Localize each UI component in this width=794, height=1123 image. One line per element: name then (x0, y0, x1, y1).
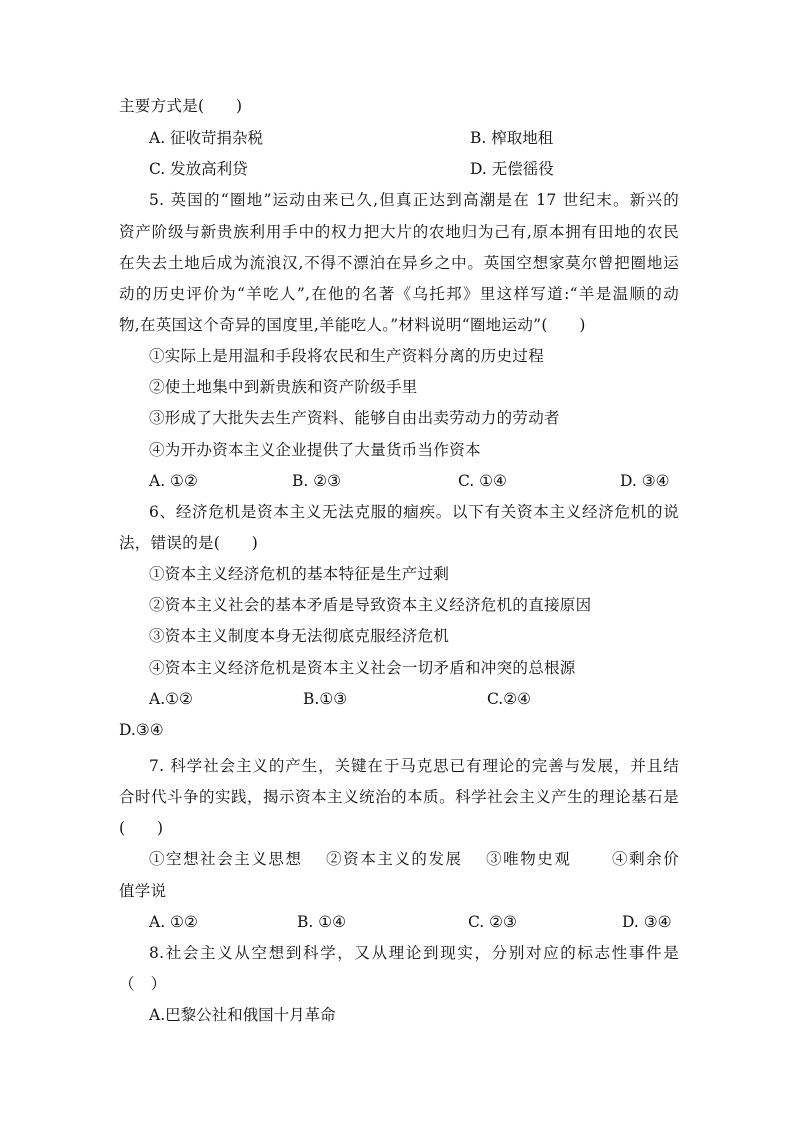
q7-option-a: A. ①② (149, 913, 198, 931)
q4-option-b: B. 榨取地租 (470, 129, 554, 147)
q5-item-1: ①实际上是用温和手段将农民和生产资料分离的历史过程 (149, 347, 545, 365)
q6-item-2: ②资本主义社会的基本矛盾是导致资本主义经济危机的直接原因 (149, 596, 592, 614)
q5-option-d: D. ③④ (620, 472, 670, 490)
q6-option-d: D.③④ (119, 721, 164, 739)
q5-stem-line-5: 物,在英国这个奇异的国度里,羊能吃人。”材料说明“圈地运动”( ) (119, 316, 586, 334)
q6-item-3: ③资本主义制度本身无法彻底克服经济危机 (149, 627, 450, 645)
q4-option-c: C. 发放高利贷 (149, 160, 248, 178)
q8-stem-line-2: （ ） (119, 975, 167, 993)
q7-option-d: D. ③④ (622, 913, 672, 931)
q5-option-c: C. ①④ (458, 472, 507, 490)
q7-stem-line-3: ( ) (119, 819, 164, 837)
q5-option-b: B. ②③ (292, 472, 342, 490)
q6-stem-line-1: 6、经济危机是资本主义无法克服的痼疾。以下有关资本主义经济危机的说 (149, 503, 679, 521)
q5-item-2: ②使土地集中到新贵族和资产阶级手里 (149, 378, 418, 396)
q5-stem-line-2: 资产阶级与新贵族利用手中的权力把大片的农地归为己有,原本拥有田地的农民 (119, 223, 679, 241)
q5-item-3: ③形成了大批失去生产资料、能够自由出卖劳动力的劳动者 (149, 409, 560, 427)
q7-option-b: B. ①④ (297, 913, 347, 931)
q6-item-1: ①资本主义经济危机的基本特征是生产过剩 (149, 565, 450, 583)
q6-option-b: B.①③ (303, 690, 348, 708)
q5-stem-line-3: 在失去土地后成为流浪汉,不得不漂泊在异乡之中。英国空想家莫尔曾把圈地运 (119, 254, 679, 272)
q7-items-line-1: ①空想社会主义思想 ②资本主义的发展 ③唯物史观 ④剩余价 (149, 850, 679, 868)
q7-items-line-2: 值学说 (119, 882, 167, 900)
q4-option-a: A. 征收苛捐杂税 (149, 129, 264, 147)
q4-option-d: D. 无偿徭役 (470, 160, 554, 178)
q7-option-c: C. ②③ (468, 913, 517, 931)
q8-stem-line-1: 8.社会主义从空想到科学，又从理论到现实，分别对应的标志性事件是 (149, 944, 679, 962)
q4-stem-tail: 主要方式是( ) (119, 97, 243, 115)
q6-option-a: A.①② (149, 690, 193, 708)
q6-item-4: ④资本主义经济危机是资本主义社会一切矛盾和冲突的总根源 (149, 659, 576, 677)
q7-stem-line-1: 7. 科学社会主义的产生，关键在于马克思已有理论的完善与发展，并且结 (149, 757, 679, 775)
q5-item-4: ④为开办资本主义企业提供了大量货币当作资本 (149, 441, 481, 459)
q5-stem-line-1: 5. 英国的“圈地”运动由来已久,但真正达到高潮是在 17 世纪末。新兴的 (149, 191, 679, 209)
q8-option-a: A.巴黎公社和俄国十月革命 (149, 1006, 336, 1024)
q5-stem-line-4: 动的历史评价为“羊吃人”,在他的名著《乌托邦》里这样写道:“羊是温顺的动 (119, 285, 679, 303)
q6-stem-line-2: 法，错误的是( ) (119, 534, 259, 552)
q6-option-c: C.②④ (487, 690, 532, 708)
q5-option-a: A. ①② (149, 472, 198, 490)
q7-stem-line-2: 合时代斗争的实践，揭示资本主义统治的本质。科学社会主义产生的理论基石是 (119, 788, 679, 806)
